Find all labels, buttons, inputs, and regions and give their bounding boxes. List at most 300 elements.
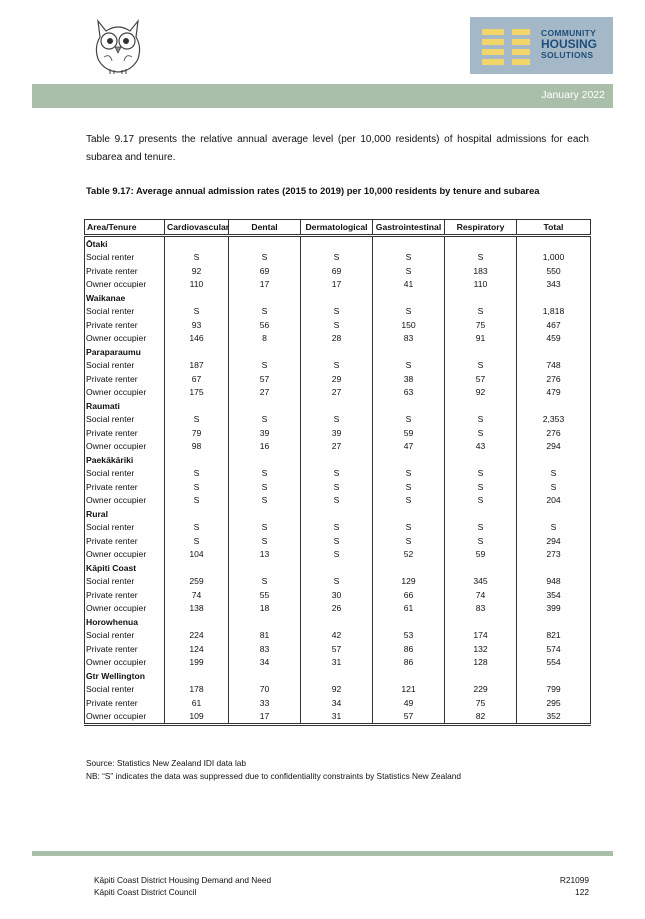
table-section-row: [85, 669, 591, 683]
table-cell: 34: [229, 656, 301, 670]
row-label: Private renter: [85, 426, 165, 440]
table-cell: [517, 507, 591, 521]
table-cell: [165, 291, 229, 305]
row-label: Owner occupier: [85, 548, 165, 562]
table-cell: [229, 669, 301, 683]
row-label: Private renter: [85, 588, 165, 602]
column-header: Total: [517, 220, 591, 236]
table-cell: [165, 399, 229, 413]
table-cell: 343: [517, 278, 591, 292]
table-cell: 43: [445, 440, 517, 454]
table-row: [85, 683, 591, 697]
row-label: Social renter: [85, 521, 165, 535]
table-cell: 57: [301, 642, 373, 656]
table-cell: 294: [517, 534, 591, 548]
table-cell: 187: [165, 359, 229, 373]
table-cell: S: [445, 467, 517, 481]
table-cell: [301, 669, 373, 683]
table-cell: 459: [517, 332, 591, 346]
row-label: Gtr Wellington: [85, 669, 165, 683]
table-cell: S: [229, 494, 301, 508]
table-cell: S: [373, 413, 445, 427]
table-cell: [445, 236, 517, 251]
row-label: Owner occupier: [85, 656, 165, 670]
table-cell: S: [445, 413, 517, 427]
table-cell: [301, 236, 373, 251]
table-cell: [517, 291, 591, 305]
table-cell: S: [165, 467, 229, 481]
row-label: Kāpiti Coast: [85, 561, 165, 575]
table-cell: S: [517, 480, 591, 494]
table-cell: 17: [229, 278, 301, 292]
table-cell: 69: [301, 264, 373, 278]
table-cell: 31: [301, 656, 373, 670]
table-cell: 354: [517, 588, 591, 602]
table-cell: S: [373, 467, 445, 481]
row-label: Social renter: [85, 467, 165, 481]
table-cell: [517, 615, 591, 629]
table-row: [85, 656, 591, 670]
table-cell: 38: [373, 372, 445, 386]
table-cell: 17: [301, 278, 373, 292]
table-cell: S: [165, 480, 229, 494]
table-cell: 175: [165, 386, 229, 400]
table-cell: [445, 507, 517, 521]
table-cell: 224: [165, 629, 229, 643]
table-cell: 204: [517, 494, 591, 508]
table-cell: 57: [229, 372, 301, 386]
table-cell: S: [301, 467, 373, 481]
table-cell: 124: [165, 642, 229, 656]
table-cell: [517, 453, 591, 467]
table-cell: S: [517, 521, 591, 535]
table-cell: 199: [165, 656, 229, 670]
table-cell: [165, 507, 229, 521]
table-cell: [229, 291, 301, 305]
table-cell: 86: [373, 642, 445, 656]
table-cell: 146: [165, 332, 229, 346]
table-cell: S: [373, 521, 445, 535]
table-cell: 42: [301, 629, 373, 643]
table-cell: [229, 615, 301, 629]
table-cell: 79: [165, 426, 229, 440]
table-cell: S: [445, 521, 517, 535]
table-section-row: [85, 453, 591, 467]
table-row: [85, 264, 591, 278]
column-header: Respiratory: [445, 220, 517, 236]
table-cell: S: [301, 480, 373, 494]
table-cell: [301, 615, 373, 629]
row-label: Private renter: [85, 372, 165, 386]
table-cell: [301, 399, 373, 413]
table-row: [85, 467, 591, 481]
table-cell: S: [165, 534, 229, 548]
table-section-row: [85, 615, 591, 629]
row-label: Horowhenua: [85, 615, 165, 629]
table-cell: [229, 345, 301, 359]
table-cell: S: [165, 413, 229, 427]
table-cell: S: [301, 251, 373, 265]
table-caption: Table 9.17: Average annual admission rates (2015 to 2019) per 10,000 residents by tenure and subarea: [86, 185, 540, 196]
column-header: Dental: [229, 220, 301, 236]
row-label: Paekākāriki: [85, 453, 165, 467]
table-cell: 82: [445, 710, 517, 725]
table-cell: [229, 453, 301, 467]
table-cell: [445, 453, 517, 467]
table-cell: 52: [373, 548, 445, 562]
admission-rates-table: [84, 219, 591, 726]
table-cell: 83: [373, 332, 445, 346]
table-cell: 31: [301, 710, 373, 725]
table-row: [85, 602, 591, 616]
table-cell: S: [165, 521, 229, 535]
header-date: January 2022: [541, 89, 605, 101]
table-cell: 121: [373, 683, 445, 697]
table-cell: 821: [517, 629, 591, 643]
row-label: Owner occupier: [85, 602, 165, 616]
table-cell: 229: [445, 683, 517, 697]
table-cell: S: [229, 413, 301, 427]
table-cell: 8: [229, 332, 301, 346]
table-cell: 39: [301, 426, 373, 440]
table-cell: 183: [445, 264, 517, 278]
table-cell: 83: [445, 602, 517, 616]
table-cell: [445, 345, 517, 359]
table-cell: S: [445, 359, 517, 373]
table-cell: [517, 399, 591, 413]
row-label: Owner occupier: [85, 710, 165, 725]
table-cell: [373, 399, 445, 413]
table-cell: 948: [517, 575, 591, 589]
table-cell: 104: [165, 548, 229, 562]
table-cell: 550: [517, 264, 591, 278]
footer-report-title: Kāpiti Coast District Housing Demand and Need: [94, 875, 272, 885]
table-cell: S: [229, 521, 301, 535]
table-cell: S: [229, 480, 301, 494]
table-cell: 28: [301, 332, 373, 346]
logo-text-community: COMMUNITY: [541, 28, 597, 38]
row-label: Social renter: [85, 305, 165, 319]
table-cell: S: [229, 534, 301, 548]
table-cell: 13: [229, 548, 301, 562]
table-cell: S: [301, 318, 373, 332]
footer-page-number: 122: [575, 887, 589, 897]
table-cell: 554: [517, 656, 591, 670]
table-row: [85, 548, 591, 562]
table-cell: 75: [445, 318, 517, 332]
table-cell: 276: [517, 372, 591, 386]
table-cell: [301, 345, 373, 359]
table-cell: 33: [229, 696, 301, 710]
row-label: Private renter: [85, 480, 165, 494]
table-cell: [373, 291, 445, 305]
table-cell: 129: [373, 575, 445, 589]
table-cell: 109: [165, 710, 229, 725]
table-cell: S: [301, 413, 373, 427]
table-cell: [373, 615, 445, 629]
table-cell: S: [301, 521, 373, 535]
table-cell: S: [229, 467, 301, 481]
table-cell: 294: [517, 440, 591, 454]
row-label: Private renter: [85, 696, 165, 710]
community-housing-solutions-logo: [470, 17, 613, 74]
table-cell: 57: [445, 372, 517, 386]
table-cell: 59: [373, 426, 445, 440]
table-row: [85, 359, 591, 373]
table-cell: S: [229, 251, 301, 265]
table-row: [85, 521, 591, 535]
logo-text-solutions: SOLUTIONS: [541, 50, 594, 60]
table-cell: [301, 507, 373, 521]
table-cell: S: [373, 480, 445, 494]
table-cell: 295: [517, 696, 591, 710]
table-cell: S: [373, 494, 445, 508]
table-cell: 748: [517, 359, 591, 373]
table-cell: 86: [373, 656, 445, 670]
row-label: Owner occupier: [85, 332, 165, 346]
table-cell: 17: [229, 710, 301, 725]
table-cell: 26: [301, 602, 373, 616]
table-cell: [517, 561, 591, 575]
table-row: [85, 480, 591, 494]
logo-text-housing: HOUSING: [541, 37, 598, 51]
table-cell: [229, 236, 301, 251]
table-cell: 66: [373, 588, 445, 602]
table-cell: [445, 615, 517, 629]
table-row: [85, 440, 591, 454]
table-cell: 259: [165, 575, 229, 589]
table-cell: [373, 345, 445, 359]
table-notes: [86, 757, 461, 783]
table-row: [85, 251, 591, 265]
table-section-row: [85, 236, 591, 251]
table-cell: S: [165, 494, 229, 508]
table-cell: 74: [165, 588, 229, 602]
table-cell: [373, 507, 445, 521]
table-cell: 110: [165, 278, 229, 292]
table-cell: [445, 291, 517, 305]
table-cell: 69: [229, 264, 301, 278]
table-cell: 27: [301, 386, 373, 400]
table-cell: 138: [165, 602, 229, 616]
table-row: [85, 575, 591, 589]
table-cell: 75: [445, 696, 517, 710]
header-band: [32, 84, 613, 108]
table-cell: S: [165, 251, 229, 265]
table-cell: S: [445, 305, 517, 319]
table-cell: S: [301, 575, 373, 589]
table-cell: 93: [165, 318, 229, 332]
column-header: Area/Tenure: [85, 220, 165, 236]
table-cell: [229, 561, 301, 575]
table-cell: 56: [229, 318, 301, 332]
table-cell: 1,000: [517, 251, 591, 265]
table-cell: 47: [373, 440, 445, 454]
table-cell: S: [373, 264, 445, 278]
table-row: [85, 642, 591, 656]
table-row: [85, 426, 591, 440]
table-cell: 1,818: [517, 305, 591, 319]
row-label: Paraparaumu: [85, 345, 165, 359]
column-header: Gastrointestinal: [373, 220, 445, 236]
table-row: [85, 588, 591, 602]
table-cell: 83: [229, 642, 301, 656]
table-cell: S: [373, 305, 445, 319]
footer-divider: [32, 851, 613, 856]
table-cell: 61: [165, 696, 229, 710]
table-section-row: [85, 291, 591, 305]
table-cell: S: [301, 359, 373, 373]
row-label: Social renter: [85, 683, 165, 697]
row-label: Private renter: [85, 534, 165, 548]
table-cell: [373, 561, 445, 575]
table-cell: 49: [373, 696, 445, 710]
table-cell: [445, 561, 517, 575]
table-row: [85, 534, 591, 548]
table-cell: [373, 453, 445, 467]
table-section-row: [85, 399, 591, 413]
column-header: Cardiovascular: [165, 220, 229, 236]
table-cell: 92: [165, 264, 229, 278]
table-cell: 81: [229, 629, 301, 643]
table-cell: [445, 669, 517, 683]
table-cell: [445, 399, 517, 413]
table-cell: 27: [301, 440, 373, 454]
table-section-row: [85, 507, 591, 521]
table-cell: [517, 236, 591, 251]
table-cell: 574: [517, 642, 591, 656]
table-cell: 55: [229, 588, 301, 602]
table-cell: 98: [165, 440, 229, 454]
table-cell: [229, 399, 301, 413]
row-label: Ōtaki: [85, 236, 165, 251]
table-cell: S: [445, 534, 517, 548]
table-cell: S: [445, 480, 517, 494]
table-cell: 479: [517, 386, 591, 400]
table-cell: 53: [373, 629, 445, 643]
row-label: Social renter: [85, 629, 165, 643]
table-cell: [165, 345, 229, 359]
table-cell: 2,353: [517, 413, 591, 427]
row-label: Social renter: [85, 413, 165, 427]
table-cell: 128: [445, 656, 517, 670]
table-cell: S: [445, 426, 517, 440]
table-cell: S: [229, 359, 301, 373]
source-note: Source: Statistics New Zealand IDI data lab: [86, 758, 247, 768]
row-label: Social renter: [85, 575, 165, 589]
table-cell: [165, 669, 229, 683]
table-row: [85, 372, 591, 386]
table-cell: 345: [445, 575, 517, 589]
column-header: Dermatological: [301, 220, 373, 236]
table-cell: 29: [301, 372, 373, 386]
row-label: Owner occupier: [85, 494, 165, 508]
table-row: [85, 494, 591, 508]
table-cell: [165, 453, 229, 467]
table-section-row: [85, 561, 591, 575]
table-cell: S: [445, 494, 517, 508]
logo-bars-icon: [474, 17, 538, 74]
table-cell: [165, 236, 229, 251]
table-cell: [165, 561, 229, 575]
table-row: [85, 318, 591, 332]
table-row: [85, 629, 591, 643]
table-cell: 150: [373, 318, 445, 332]
table-cell: 57: [373, 710, 445, 725]
table-cell: 276: [517, 426, 591, 440]
table-cell: 41: [373, 278, 445, 292]
table-cell: [373, 236, 445, 251]
table-header-row: [85, 220, 591, 236]
table-cell: S: [373, 534, 445, 548]
table-cell: 178: [165, 683, 229, 697]
intro-paragraph: Table 9.17 presents the relative annual average level (per 10,000 residents) of hospital admissions for each subarea and tenure.: [86, 134, 589, 163]
table-cell: 30: [301, 588, 373, 602]
table-cell: [301, 291, 373, 305]
row-label: Social renter: [85, 359, 165, 373]
table-cell: 399: [517, 602, 591, 616]
table-cell: 273: [517, 548, 591, 562]
table-cell: S: [301, 548, 373, 562]
table-section-row: [85, 345, 591, 359]
table-cell: 92: [445, 386, 517, 400]
table-row: [85, 332, 591, 346]
row-label: Rural: [85, 507, 165, 521]
table-row: [85, 696, 591, 710]
table-cell: [517, 345, 591, 359]
table-cell: S: [301, 305, 373, 319]
table-cell: 67: [165, 372, 229, 386]
table-cell: 110: [445, 278, 517, 292]
table-cell: 174: [445, 629, 517, 643]
footer-report-code: R21099: [559, 875, 589, 885]
row-label: Private renter: [85, 264, 165, 278]
table-cell: 18: [229, 602, 301, 616]
table-cell: S: [445, 251, 517, 265]
table-cell: S: [373, 251, 445, 265]
table-cell: 467: [517, 318, 591, 332]
table-cell: 92: [301, 683, 373, 697]
table-cell: S: [301, 534, 373, 548]
row-label: Waikanae: [85, 291, 165, 305]
table-cell: 16: [229, 440, 301, 454]
table-cell: 91: [445, 332, 517, 346]
row-label: Raumati: [85, 399, 165, 413]
table-cell: 70: [229, 683, 301, 697]
table-cell: [517, 669, 591, 683]
owl-logo-icon: [92, 17, 144, 75]
table-row: [85, 386, 591, 400]
row-label: Owner occupier: [85, 278, 165, 292]
table-row: [85, 413, 591, 427]
suppression-note: NB: “S” indicates the data was suppressed due to confidentiality constraints by Statistics New Zealand: [86, 771, 461, 781]
table-cell: 39: [229, 426, 301, 440]
table-cell: [229, 507, 301, 521]
row-label: Owner occupier: [85, 440, 165, 454]
table-cell: 34: [301, 696, 373, 710]
table-row: [85, 278, 591, 292]
table-cell: 352: [517, 710, 591, 725]
table-row: [85, 305, 591, 319]
footer-client: Kāpiti Coast District Council: [94, 887, 197, 897]
table-cell: 59: [445, 548, 517, 562]
table-cell: 132: [445, 642, 517, 656]
row-label: Private renter: [85, 318, 165, 332]
table-cell: [373, 669, 445, 683]
table-cell: S: [373, 359, 445, 373]
table-cell: S: [301, 494, 373, 508]
table-row: [85, 710, 591, 725]
